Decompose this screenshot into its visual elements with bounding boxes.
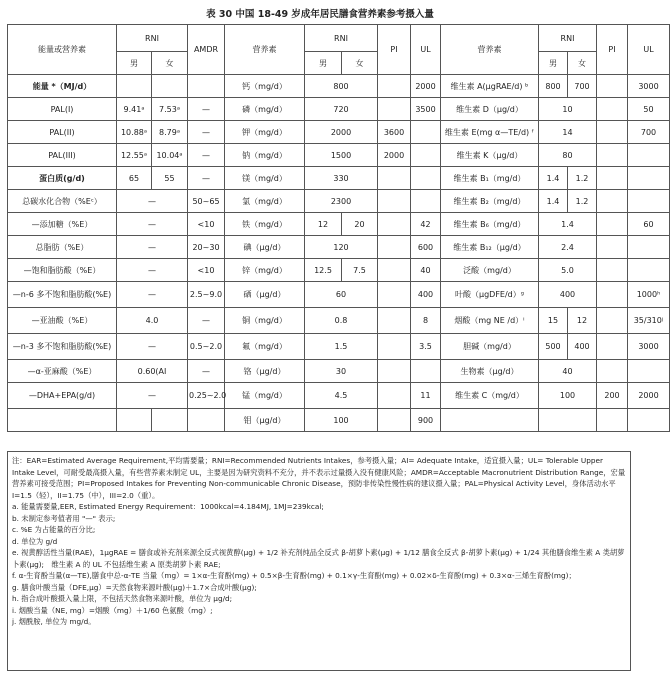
note-line: 注：EAR=Estimated Average Requirement,平均需要量；RNI=Recommended Nutrients Intakes，参考摄入量；AI= Adequate Intake，适宜摄入量；UL= Tolerable Upper Intake Level，可耐受最高摄入量，有些营养素未制定 UL，主要是因为研究资料不充分，并不表示过量摄入没有健康风险；AMDR=Acceptable Macronutrient Distribution Range，宏量营养素可接受范围；PI=Proposed Intakes for Preventing Non-communicable Chronic Disease，预防非传染性慢性病的建议摄入量；PAL=Physical Activity Level，身体活动水平 I=1.5（轻），II=1.75（中），III=2.0（重）。 xyxy=(12,456,626,500)
vitamin-ul: 3000 xyxy=(628,334,670,360)
rni-male xyxy=(117,409,152,432)
mineral-rni: 1500 xyxy=(305,144,378,167)
vitamin-name: 维生素 B₁₂（μg/d） xyxy=(441,236,539,259)
table-row xyxy=(8,213,670,236)
table-row xyxy=(8,360,670,383)
vitamin-name: 胆碱（mg/d） xyxy=(441,334,539,360)
header-male: 男 xyxy=(117,52,152,75)
vitamin-ul xyxy=(628,360,670,383)
mineral-name: 氟（mg/d） xyxy=(225,334,305,360)
header-nutrient-3: 营养素 xyxy=(441,25,539,75)
amdr-value: 20~30 xyxy=(188,236,225,259)
vitamin-pi xyxy=(597,334,628,360)
rni-female xyxy=(152,409,188,432)
vitamin-name: 生物素（μg/d） xyxy=(441,360,539,383)
rni-male xyxy=(117,75,152,98)
vitamin-pi xyxy=(597,236,628,259)
vitamin-name: 维生素 D（μg/d） xyxy=(441,98,539,121)
header-amdr: AMDR xyxy=(188,25,225,75)
table-row xyxy=(8,308,670,334)
energy-nutrient-name: 总碳水化合物（%Eᶜ） xyxy=(8,190,117,213)
rni-male: 9.41ᵃ xyxy=(117,98,152,121)
table-notes xyxy=(7,451,631,671)
mineral-rni: 330 xyxy=(305,167,378,190)
vitamin-pi xyxy=(597,259,628,282)
vitamin-rni: 100 xyxy=(539,383,597,409)
mineral-rni: 4.5 xyxy=(305,383,378,409)
energy-nutrient-name: 能量 *（MJ/d） xyxy=(8,75,117,98)
vitamin-pi xyxy=(597,121,628,144)
mineral-name: 磷（mg/d） xyxy=(225,98,305,121)
nutrient-table xyxy=(7,24,670,432)
vitamin-ul xyxy=(628,144,670,167)
note-line: h. 指合成叶酸摄入量上限，不包括天然食物来源叶酸，单位为 μg/d; xyxy=(12,594,233,603)
mineral-pi xyxy=(378,409,411,432)
vitamin-rni-female: 12 xyxy=(568,308,597,334)
vitamin-pi xyxy=(597,144,628,167)
amdr-value: — xyxy=(188,360,225,383)
mineral-pi xyxy=(378,308,411,334)
mineral-pi xyxy=(378,334,411,360)
vitamin-rni xyxy=(539,409,597,432)
vitamin-name: 叶酸（μgDFE/d）ᵍ xyxy=(441,282,539,308)
vitamin-rni: 80 xyxy=(539,144,597,167)
energy-nutrient-name: —n-3 多不饱和脂肪酸(%E) xyxy=(8,334,117,360)
mineral-rni: 100 xyxy=(305,409,378,432)
mineral-rni-male: 12 xyxy=(305,213,342,236)
rni-value: — xyxy=(117,383,188,409)
vitamin-name: 维生素 E(mg α—TE/d) ᶠ xyxy=(441,121,539,144)
mineral-name: 钾（mg/d） xyxy=(225,121,305,144)
vitamin-pi xyxy=(597,308,628,334)
table-row xyxy=(8,236,670,259)
table-row xyxy=(8,334,670,360)
table-row xyxy=(8,259,670,282)
vitamin-name: 烟酸（mg NE /d）ⁱ xyxy=(441,308,539,334)
mineral-name: 钙（mg/d） xyxy=(225,75,305,98)
rni-female: 7.53ᵃ xyxy=(152,98,188,121)
mineral-ul xyxy=(411,121,441,144)
header-pi-3: PI xyxy=(597,25,628,75)
mineral-pi xyxy=(378,282,411,308)
note-line: b. 未制定参考值者用 "—" 表示; xyxy=(12,513,116,523)
mineral-ul: 42 xyxy=(411,213,441,236)
vitamin-ul xyxy=(628,167,670,190)
vitamin-ul: 1000ʰ xyxy=(628,282,670,308)
mineral-rni: 720 xyxy=(305,98,378,121)
table-row xyxy=(8,75,670,98)
vitamin-rni: 5.0 xyxy=(539,259,597,282)
header-energy-nutrient: 能量或营养素 xyxy=(8,25,117,75)
mineral-rni: 800 xyxy=(305,75,378,98)
mineral-name: 锰（mg/d） xyxy=(225,383,305,409)
vitamin-pi xyxy=(597,75,628,98)
mineral-ul: 8 xyxy=(411,308,441,334)
energy-nutrient-name: —添加糖（%E） xyxy=(8,213,117,236)
note-line: d. 单位为 g/d xyxy=(12,536,58,546)
header-rni: RNI xyxy=(117,25,188,52)
amdr-value: — xyxy=(188,167,225,190)
mineral-name: 钠（mg/d） xyxy=(225,144,305,167)
table-row xyxy=(8,144,670,167)
vitamin-rni-female: 1.2 xyxy=(568,190,597,213)
vitamin-ul xyxy=(628,409,670,432)
vitamin-name: 泛酸（mg/d） xyxy=(441,259,539,282)
vitamin-ul: 700 xyxy=(628,121,670,144)
rni-value: — xyxy=(117,259,188,282)
energy-nutrient-name: —α-亚麻酸（%E） xyxy=(8,360,117,383)
vitamin-pi xyxy=(597,409,628,432)
table-row xyxy=(8,409,670,432)
rni-female: 10.04ᵃ xyxy=(152,144,188,167)
vitamin-rni: 400 xyxy=(539,282,597,308)
vitamin-name: 维生素 B₂（mg/d） xyxy=(441,190,539,213)
mineral-ul: 400 xyxy=(411,282,441,308)
energy-nutrient-name: 总脂肪（%E） xyxy=(8,236,117,259)
vitamin-rni-female: 400 xyxy=(568,334,597,360)
mineral-rni-female: 20 xyxy=(342,213,378,236)
rni-value: — xyxy=(117,213,188,236)
vitamin-name: 维生素 B₁（mg/d） xyxy=(441,167,539,190)
amdr-value: <10 xyxy=(188,213,225,236)
rni-female: 55 xyxy=(152,167,188,190)
vitamin-pi xyxy=(597,98,628,121)
vitamin-pi: 200 xyxy=(597,383,628,409)
vitamin-rni-female: 700 xyxy=(568,75,597,98)
mineral-pi xyxy=(378,75,411,98)
energy-nutrient-name: —n-6 多不饱和脂肪酸(%E) xyxy=(8,282,117,308)
vitamin-name: 维生素 A(μgRAE/d) ᵇ xyxy=(441,75,539,98)
vitamin-rni-male: 15 xyxy=(539,308,568,334)
vitamin-ul: 3000 xyxy=(628,75,670,98)
energy-nutrient-name: PAL(II) xyxy=(8,121,117,144)
mineral-name: 钼（μg/d） xyxy=(225,409,305,432)
amdr-value: — xyxy=(188,144,225,167)
energy-nutrient-name: —亚油酸（%E） xyxy=(8,308,117,334)
note-line: g. 膳食叶酸当量（DFE,μg）=天然食物来源叶酸(μg)＋1.7×合成叶酸(μg); xyxy=(12,582,257,592)
energy-nutrient-name: 蛋白质(g/d) xyxy=(8,167,117,190)
mineral-rni: 0.8 xyxy=(305,308,378,334)
rni-male: 10.88ᵃ xyxy=(117,121,152,144)
amdr-value: 0.25~2.0 xyxy=(188,383,225,409)
header-male-2: 男 xyxy=(305,52,342,75)
header-female-3: 女 xyxy=(568,52,597,75)
mineral-pi xyxy=(378,236,411,259)
mineral-rni: 120 xyxy=(305,236,378,259)
mineral-pi xyxy=(378,167,411,190)
mineral-ul: 40 xyxy=(411,259,441,282)
mineral-name: 氯（mg/d） xyxy=(225,190,305,213)
vitamin-pi xyxy=(597,360,628,383)
energy-nutrient-name: —DHA+EPA(g/d) xyxy=(8,383,117,409)
header-rni-3: RNI xyxy=(539,25,597,52)
rni-value: — xyxy=(117,334,188,360)
rni-male: 12.55ᵃ xyxy=(117,144,152,167)
energy-nutrient-name: —饱和脂肪酸（%E） xyxy=(8,259,117,282)
header-rni-2: RNI xyxy=(305,25,378,52)
vitamin-ul xyxy=(628,259,670,282)
energy-nutrient-name xyxy=(8,409,117,432)
vitamin-pi xyxy=(597,213,628,236)
mineral-rni: 60 xyxy=(305,282,378,308)
note-line: i. 烟酸当量（NE, mg）=烟酸（mg）＋1/60 色氨酸（mg）; xyxy=(12,605,213,615)
mineral-name: 铁（mg/d） xyxy=(225,213,305,236)
note-line: f. α-生育酚当量(α—TE),膳食中总-α-TE 当量（mg）= 1×α-生育酚(mg) + 0.5×β-生育酚(mg) + 0.1×γ-生育酚(mg) + 0.02×δ-生育酚(mg) + 0.3×α-三烯生育酚(mg)； xyxy=(12,571,576,580)
vitamin-rni: 40 xyxy=(539,360,597,383)
mineral-ul xyxy=(411,144,441,167)
mineral-name: 铬（μg/d） xyxy=(225,360,305,383)
note-line: e. 视黄醇活性当量(RAE)，1μgRAE = 膳食或补充剂来源全反式视黄醇(μg) + 1/2 补充剂纯品全反式 β-胡萝卜素(μg) + 1/12 膳食全反式 β-胡萝卜素(μg) + 1/24 其他膳食维生素 A 类胡萝卜素(μg); 维生素 A 的 UL 不包括维生素 A 原类胡萝卜素 RAE; xyxy=(12,548,625,569)
mineral-pi xyxy=(378,98,411,121)
rni-value: — xyxy=(117,190,188,213)
rni-value: 4.0 xyxy=(117,308,188,334)
mineral-ul xyxy=(411,190,441,213)
vitamin-ul xyxy=(628,190,670,213)
vitamin-rni-male: 500 xyxy=(539,334,568,360)
vitamin-rni-male: 1.4 xyxy=(539,190,568,213)
header-nutrient: 营养素 xyxy=(225,25,305,75)
vitamin-ul: 60 xyxy=(628,213,670,236)
mineral-pi: 3600 xyxy=(378,121,411,144)
amdr-value: 2.5~9.0 xyxy=(188,282,225,308)
vitamin-ul: 2000 xyxy=(628,383,670,409)
table-row xyxy=(8,167,670,190)
vitamin-rni-female: 1.2 xyxy=(568,167,597,190)
mineral-rni: 1.5 xyxy=(305,334,378,360)
mineral-pi xyxy=(378,360,411,383)
header-ul-3: UL xyxy=(628,25,670,75)
header-male-3: 男 xyxy=(539,52,568,75)
vitamin-name: 维生素 B₆（mg/d） xyxy=(441,213,539,236)
mineral-ul: 11 xyxy=(411,383,441,409)
vitamin-ul: 50 xyxy=(628,98,670,121)
vitamin-ul xyxy=(628,236,670,259)
table-row xyxy=(8,98,670,121)
amdr-value: 50~65 xyxy=(188,190,225,213)
vitamin-ul: 35/310ʲ xyxy=(628,308,670,334)
amdr-value xyxy=(188,75,225,98)
vitamin-name: 维生素 C（mg/d） xyxy=(441,383,539,409)
vitamin-name: 维生素 K（μg/d） xyxy=(441,144,539,167)
note-line: j. 烟酰胺, 单位为 mg/d。 xyxy=(12,617,96,626)
vitamin-pi xyxy=(597,190,628,213)
mineral-rni-female: 7.5 xyxy=(342,259,378,282)
mineral-pi xyxy=(378,259,411,282)
rni-value: — xyxy=(117,236,188,259)
mineral-rni-male: 12.5 xyxy=(305,259,342,282)
energy-nutrient-name: PAL(I) xyxy=(8,98,117,121)
mineral-ul: 600 xyxy=(411,236,441,259)
mineral-name: 碘（μg/d） xyxy=(225,236,305,259)
table-row xyxy=(8,190,670,213)
vitamin-rni: 1.4 xyxy=(539,213,597,236)
note-line: c. %E 为占能量的百分比; xyxy=(12,525,96,534)
mineral-pi xyxy=(378,190,411,213)
vitamin-rni: 10 xyxy=(539,98,597,121)
mineral-name: 硒（μg/d） xyxy=(225,282,305,308)
header-female: 女 xyxy=(152,52,188,75)
vitamin-rni: 14 xyxy=(539,121,597,144)
amdr-value: 0.5~2.0 xyxy=(188,334,225,360)
table-title: 表 30 中国 18-49 岁成年居民膳食营养素参考摄入量 xyxy=(206,9,434,20)
rni-female xyxy=(152,75,188,98)
mineral-name: 锌（mg/d） xyxy=(225,259,305,282)
mineral-ul: 3500 xyxy=(411,98,441,121)
mineral-name: 镁（mg/d） xyxy=(225,167,305,190)
note-line: a. 能量需要量,EER, Estimated Energy Requirement：1000kcal=4.184MJ, 1MJ=239kcal; xyxy=(12,502,324,511)
vitamin-pi xyxy=(597,167,628,190)
header-female-2: 女 xyxy=(342,52,378,75)
vitamin-name xyxy=(441,409,539,432)
vitamin-rni: 2.4 xyxy=(539,236,597,259)
header-row-1 xyxy=(8,25,670,52)
amdr-value xyxy=(188,409,225,432)
amdr-value: <10 xyxy=(188,259,225,282)
table-row xyxy=(8,121,670,144)
mineral-rni: 2300 xyxy=(305,190,378,213)
amdr-value: — xyxy=(188,308,225,334)
table-row xyxy=(8,282,670,308)
mineral-ul xyxy=(411,167,441,190)
amdr-value: — xyxy=(188,98,225,121)
table-row xyxy=(8,383,670,409)
mineral-ul xyxy=(411,360,441,383)
mineral-rni: 2000 xyxy=(305,121,378,144)
vitamin-rni-male: 800 xyxy=(539,75,568,98)
rni-value: — xyxy=(117,282,188,308)
vitamin-pi xyxy=(597,282,628,308)
header-ul: UL xyxy=(411,25,441,75)
mineral-pi xyxy=(378,213,411,236)
mineral-ul: 3.5 xyxy=(411,334,441,360)
vitamin-rni-male: 1.4 xyxy=(539,167,568,190)
mineral-pi xyxy=(378,383,411,409)
energy-nutrient-name: PAL(III) xyxy=(8,144,117,167)
rni-male: 65 xyxy=(117,167,152,190)
mineral-pi: 2000 xyxy=(378,144,411,167)
mineral-rni: 30 xyxy=(305,360,378,383)
amdr-value: — xyxy=(188,121,225,144)
rni-value: 0.60(AI xyxy=(117,360,188,383)
header-pi: PI xyxy=(378,25,411,75)
rni-female: 8.79ᵃ xyxy=(152,121,188,144)
mineral-ul: 900 xyxy=(411,409,441,432)
mineral-ul: 2000 xyxy=(411,75,441,98)
mineral-name: 铜（mg/d） xyxy=(225,308,305,334)
